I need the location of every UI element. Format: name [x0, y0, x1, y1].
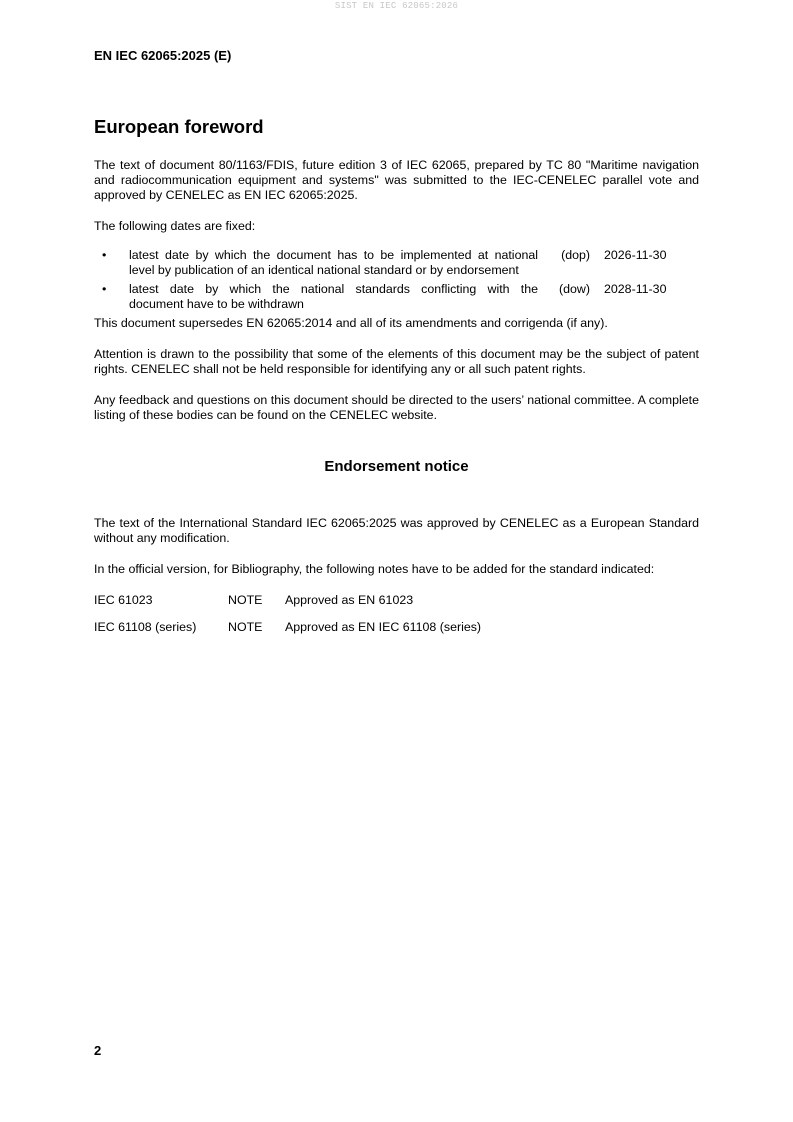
patent-statement: Attention is drawn to the possibility that some of the elements of this document may be the subject of patent rights. CENELEC shall not be held responsible for identifying any or all such patent rights.: [94, 347, 699, 376]
bullet: •: [102, 282, 107, 296]
dates-intro: The following dates are fixed:: [94, 219, 256, 233]
bibliography-text: Approved as EN IEC 61108 (series): [285, 620, 482, 634]
foreword-intro: The text of document 80/1163/FDIS, future edition 3 of IEC 62065, prepared by TC 80 "Maritime navigation and radiocommunication equipment and systems" was submitted to the IEC-CENELEC parallel vote and approved by CENELEC as EN IEC 62065:2025.: [94, 158, 699, 202]
date-code: (dop): [561, 248, 590, 262]
dates-list: [94, 248, 699, 312]
bibliography-standard: IEC 61108 (series): [94, 620, 197, 634]
endorsement-text: The text of the International Standard IEC 62065:2025 was approved by CENELEC as a European Standard without any modification.: [94, 516, 699, 545]
foreword-title: European foreword: [94, 116, 264, 137]
bibliography-standard: IEC 61023: [94, 593, 153, 607]
bibliography-text: Approved as EN 61023: [285, 593, 414, 607]
page-number: 2: [94, 1043, 102, 1058]
date-item-dow: [94, 282, 699, 312]
table-row: [94, 620, 481, 647]
bibliography-intro: In the official version, for Bibliography, the following notes have to be added for the standard indicated:: [94, 562, 655, 576]
supersedes-statement: This document supersedes EN 62065:2014 and all of its amendments and corrigenda (if any).: [94, 316, 608, 330]
date-description-continued: level by publication of an identical national standard or by endorsement: [129, 263, 519, 277]
bullet: •: [102, 248, 107, 262]
document-reference: EN IEC 62065:2025 (E): [94, 48, 232, 63]
date-code: (dow): [559, 282, 590, 296]
page-content: [94, 116, 699, 647]
table-row: [94, 593, 481, 620]
watermark: SIST EN IEC 62065:2026: [334, 1, 459, 11]
feedback-statement: Any feedback and questions on this document should be directed to the users’ national committee. A complete listing of these bodies can be found on the CENELEC website.: [94, 393, 699, 422]
date-description: latest date by which the national standards conflicting with the: [129, 282, 538, 296]
endorsement-title: Endorsement notice: [324, 458, 469, 475]
date-item-dop: [94, 248, 699, 278]
bibliography-table: [94, 593, 481, 647]
date-value: 2028-11-30: [604, 282, 667, 296]
bibliography-note: NOTE: [228, 620, 263, 634]
date-value: 2026-11-30: [604, 248, 667, 262]
date-description-continued: document have to be withdrawn: [129, 297, 304, 311]
date-description: latest date by which the document has to be implemented at national: [129, 248, 538, 262]
bibliography-note: NOTE: [228, 593, 263, 607]
